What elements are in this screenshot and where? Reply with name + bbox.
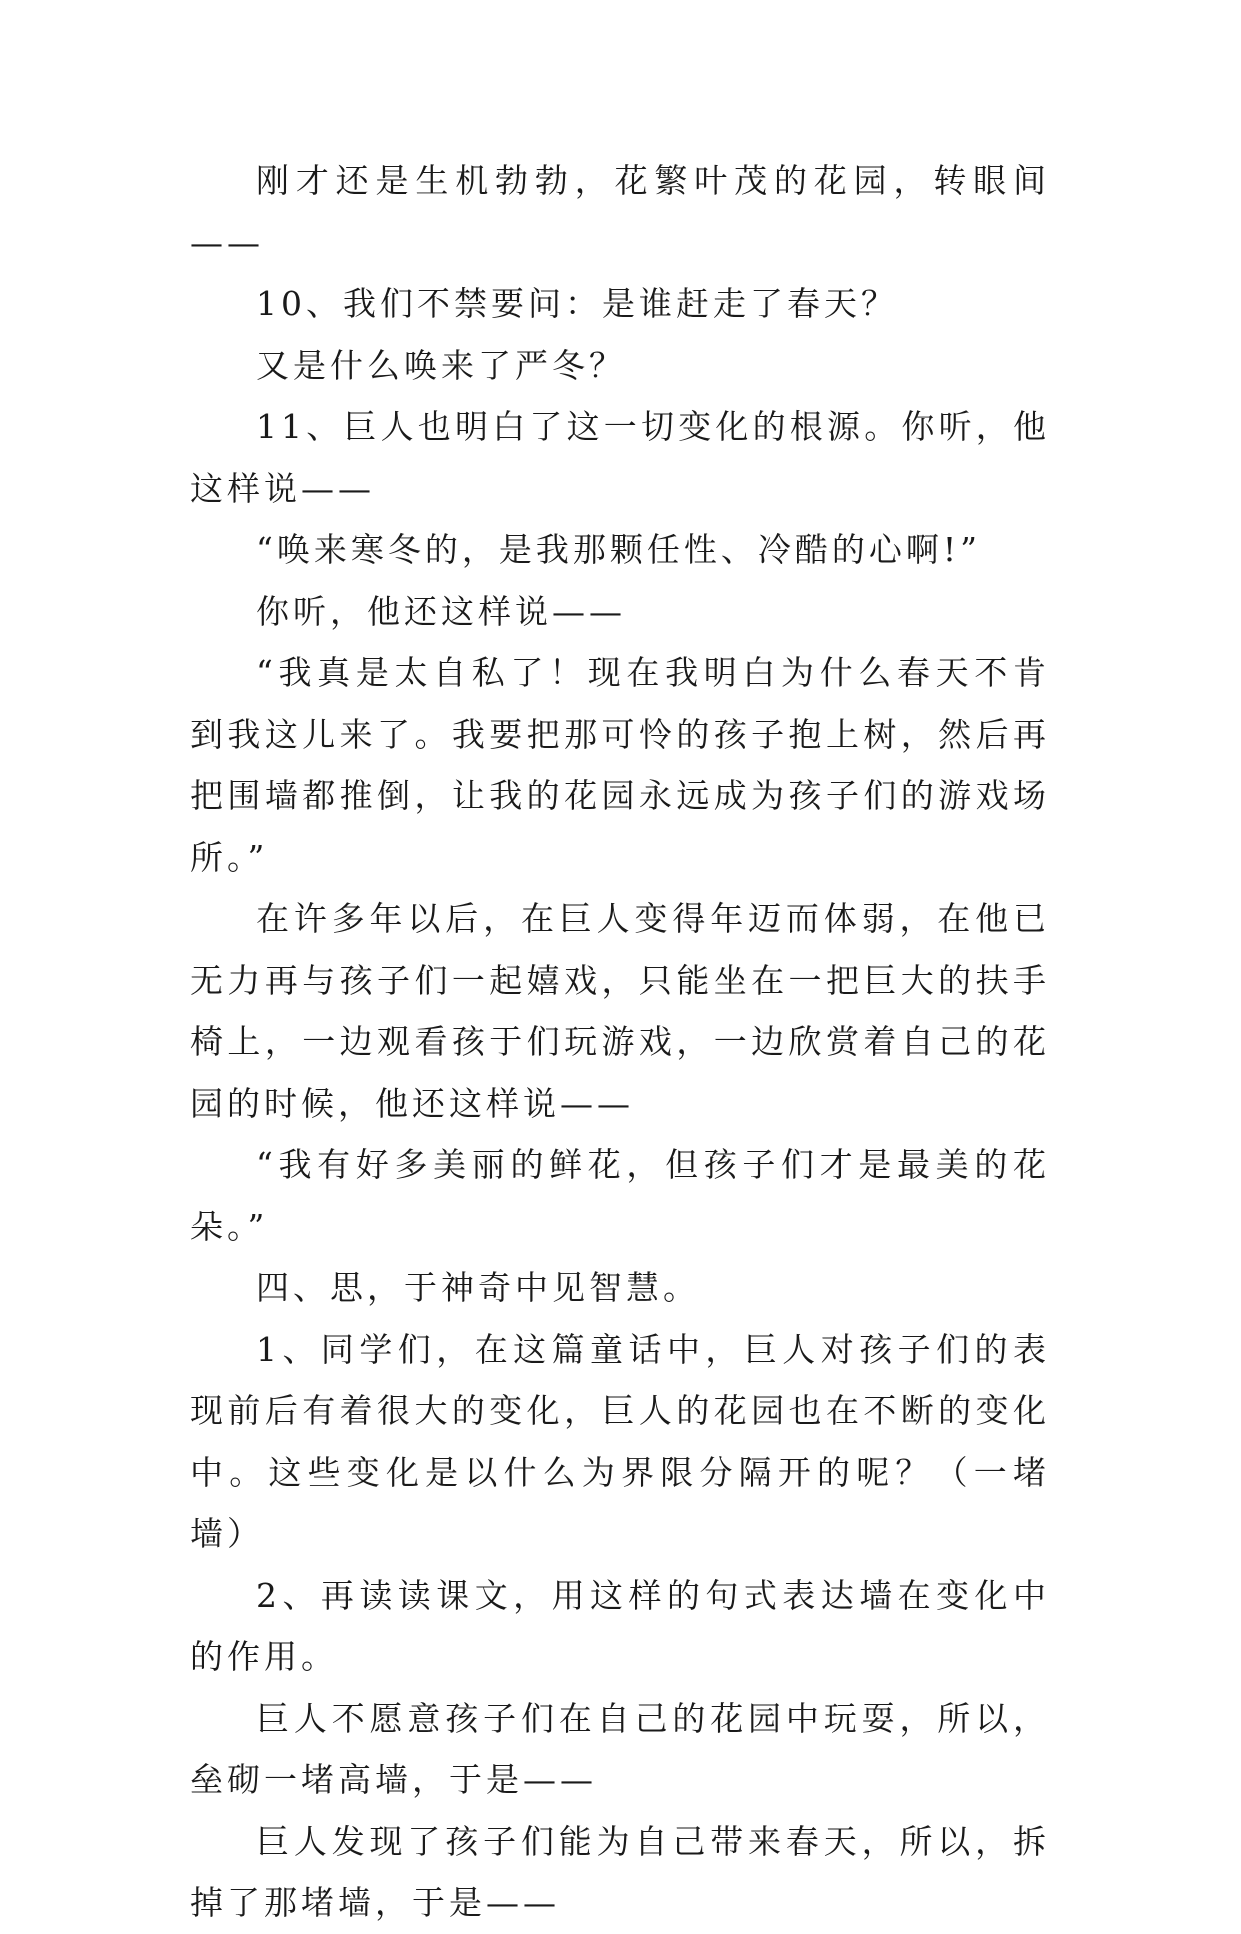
quote-paragraph: “我真是太自私了！现在我明白为什么春天不肯到我这儿来了。我要把那可怜的孩子抱上树，然后再把围墙都推倒，让我的花园永远成为孩子们的游戏场所。” xyxy=(190,653,1050,877)
paragraph: 巨人不愿意孩子们在自己的花园中玩耍，所以，垒砌一堵高墙，于是—— xyxy=(190,1698,1050,1799)
document-body xyxy=(190,150,1050,1934)
section-heading: 四、思，于神奇中见智慧。 xyxy=(256,1268,700,1307)
quote-paragraph: “我有好多美丽的鲜花，但孩子们才是最美的花朵。” xyxy=(190,1145,1050,1246)
paragraph: 在许多年以后，在巨人变得年迈而体弱，在他已无力再与孩子们一起嬉戏，只能坐在一把巨大的扶手椅上，一边观看孩于们玩游戏，一边欣赏着自己的花园的时候，他还这样说—— xyxy=(190,899,1050,1123)
paragraph: 刚才还是生机勃勃，花繁叶茂的花园，转眼间—— xyxy=(190,161,1050,262)
paragraph: 1、同学们，在这篇童话中，巨人对孩子们的表现前后有着很大的变化，巨人的花园也在不断的变化中。这些变化是以什么为界限分隔开的呢？（一堵墙） xyxy=(190,1329,1050,1553)
paragraph: 你听，他还这样说—— xyxy=(256,591,626,631)
quote-paragraph: “唤来寒冬的，是我那颗任性、冷酷的心啊!” xyxy=(256,530,982,569)
paragraph: 巨人发现了孩子们能为自己带来春天，所以，拆掉了那堵墙，于是—— xyxy=(190,1821,1050,1922)
paragraph: 10、我们不禁要问：是谁赶走了春天？ xyxy=(256,284,898,323)
paragraph: 又是什么唤来了严冬？ xyxy=(256,345,626,385)
paragraph: 11、巨人也明白了这一切变化的根源。你听，他这样说—— xyxy=(190,407,1050,508)
paragraph: 2、再读读课文，用这样的句式表达墙在变化中的作用。 xyxy=(190,1575,1050,1676)
